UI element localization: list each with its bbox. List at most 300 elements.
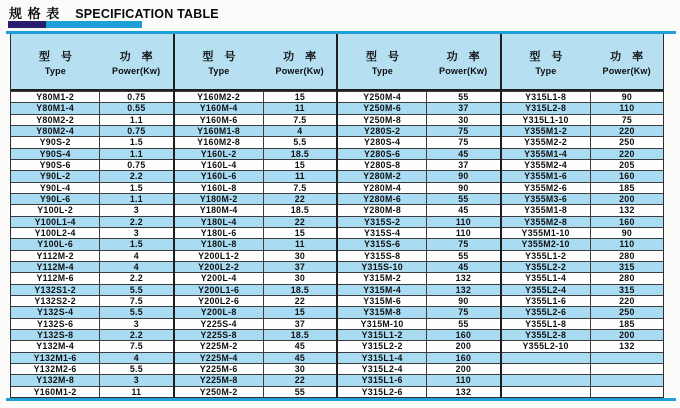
type-cell: Y200L-4 xyxy=(175,273,264,283)
table-row xyxy=(502,250,664,261)
power-header xyxy=(100,34,173,89)
type-cell: Y280M-8 xyxy=(338,205,427,215)
table-row xyxy=(175,352,337,363)
type-cell: Y355L1-4 xyxy=(502,273,591,283)
table-row xyxy=(175,272,337,283)
power-cell: 18.5 xyxy=(290,330,310,341)
power-cell: 220 xyxy=(619,296,635,307)
power-cell: 75 xyxy=(458,307,469,318)
power-cell: 90 xyxy=(458,171,469,182)
table-row xyxy=(11,261,173,272)
power-cell: 37 xyxy=(458,160,469,171)
table-row xyxy=(502,374,664,385)
table-row xyxy=(11,238,173,249)
type-cell: Y225S-4 xyxy=(175,319,264,329)
type-cell: Y355M2-2 xyxy=(502,137,591,147)
power-cell: 220 xyxy=(619,148,635,159)
table-row xyxy=(175,374,337,385)
power-cell: 1.1 xyxy=(129,114,143,125)
table-row xyxy=(11,159,173,170)
title-bar-navy-segment xyxy=(8,21,46,28)
power-cell: 110 xyxy=(619,103,635,114)
power-cell: 15 xyxy=(294,307,306,318)
table-row xyxy=(338,227,500,238)
type-cell: Y355L2-6 xyxy=(502,307,591,317)
power-cell: 22 xyxy=(294,194,306,205)
table-row xyxy=(338,374,500,385)
type-cell: Y90L-2 xyxy=(11,171,100,181)
table-row xyxy=(338,204,500,215)
table-row xyxy=(502,238,664,249)
table-bottom-border xyxy=(6,398,676,401)
type-cell: Y200L2-2 xyxy=(175,262,264,272)
power-cell: 2.2 xyxy=(129,273,143,284)
power-cell: 15 xyxy=(294,228,306,239)
power-cell: 22 xyxy=(294,296,306,307)
type-cell: Y90S-6 xyxy=(11,160,100,170)
power-header-english: Power(Kw) xyxy=(602,65,651,76)
table-row xyxy=(338,340,500,351)
power-cell: 55 xyxy=(458,194,469,205)
table-row xyxy=(11,182,173,193)
type-cell: Y280S-4 xyxy=(338,137,427,147)
power-cell: 315 xyxy=(619,284,635,295)
table-row xyxy=(338,318,500,329)
table-row xyxy=(502,295,664,306)
type-cell xyxy=(502,375,591,385)
power-header-chinese: 功 率 xyxy=(446,50,480,63)
type-cell: Y180L-6 xyxy=(175,228,264,238)
group-body xyxy=(338,91,500,398)
type-cell: Y180L-8 xyxy=(175,239,264,249)
type-cell: Y180M-4 xyxy=(175,205,264,215)
spec-group xyxy=(338,34,502,398)
type-cell: Y160M1-2 xyxy=(11,387,100,397)
table-row xyxy=(338,91,500,102)
type-cell: Y315S-4 xyxy=(338,228,427,238)
table-row xyxy=(175,204,337,215)
type-cell: Y315L1-10 xyxy=(502,115,591,125)
power-header xyxy=(590,34,663,89)
type-cell: Y280S-2 xyxy=(338,126,427,136)
table-row xyxy=(502,363,664,374)
table-row xyxy=(11,329,173,340)
type-cell: Y315L2-6 xyxy=(338,387,427,397)
power-header-chinese: 功 率 xyxy=(283,50,317,63)
power-cell: 15 xyxy=(294,92,306,103)
power-cell: 18.5 xyxy=(290,148,310,159)
title-underline-bar xyxy=(8,21,142,28)
group-header xyxy=(502,34,664,91)
table-row xyxy=(338,284,500,295)
type-cell: Y355L2-2 xyxy=(502,262,591,272)
power-cell: 37 xyxy=(294,318,306,329)
table-row xyxy=(11,363,173,374)
power-cell: 1.5 xyxy=(129,239,143,250)
power-cell: 110 xyxy=(455,216,471,227)
power-cell: 205 xyxy=(619,160,635,171)
type-cell: Y160M-4 xyxy=(175,103,264,113)
power-cell: 4 xyxy=(133,352,139,363)
table-row xyxy=(175,136,337,147)
type-cell: Y280M-6 xyxy=(338,194,427,204)
group-header xyxy=(175,34,337,91)
type-cell: Y250M-4 xyxy=(338,92,427,102)
type-cell: Y225M-2 xyxy=(175,341,264,351)
power-cell: 45 xyxy=(458,205,469,216)
power-cell: 4 xyxy=(297,126,303,137)
type-cell: Y200L1-6 xyxy=(175,285,264,295)
type-cell: Y315M-8 xyxy=(338,307,427,317)
type-cell: Y160L-2 xyxy=(175,149,264,159)
table-row xyxy=(11,318,173,329)
table-row xyxy=(175,159,337,170)
table-row xyxy=(11,374,173,385)
power-cell: 110 xyxy=(455,375,471,386)
type-cell: Y315M-6 xyxy=(338,296,427,306)
power-cell: 5.5 xyxy=(129,284,143,295)
power-cell: 18.5 xyxy=(290,205,310,216)
power-cell: 90 xyxy=(621,92,633,103)
table-row xyxy=(175,306,337,317)
table-row xyxy=(11,102,173,113)
table-row xyxy=(502,204,664,215)
group-body xyxy=(175,91,337,398)
power-cell: 160 xyxy=(619,171,635,182)
type-cell: Y100L-2 xyxy=(11,205,100,215)
power-cell: 132 xyxy=(455,386,472,397)
table-row xyxy=(11,148,173,159)
power-cell: 110 xyxy=(619,239,635,250)
power-cell: 160 xyxy=(619,216,635,227)
power-cell: 3 xyxy=(133,205,139,216)
table-row xyxy=(175,102,337,113)
table-row xyxy=(11,284,173,295)
spec-group xyxy=(502,34,664,398)
page-title-chinese: 规 格 表 xyxy=(9,6,61,21)
type-cell xyxy=(502,364,591,374)
power-cell: 55 xyxy=(458,92,469,103)
type-header xyxy=(502,34,591,89)
table-row xyxy=(502,170,664,181)
table-row xyxy=(175,91,337,102)
type-cell: Y355M1-2 xyxy=(502,126,591,136)
table-row xyxy=(175,216,337,227)
table-row xyxy=(502,329,664,340)
type-cell: Y355L1-6 xyxy=(502,296,591,306)
table-row xyxy=(11,125,173,136)
type-cell: Y280M-2 xyxy=(338,171,427,181)
power-cell: 3 xyxy=(133,375,139,386)
power-cell: 185 xyxy=(619,318,635,329)
power-cell: 200 xyxy=(619,194,635,205)
type-cell: Y355M1-10 xyxy=(502,228,591,238)
specification-table xyxy=(6,31,676,401)
type-header-chinese: 型 号 xyxy=(529,50,563,63)
power-cell xyxy=(591,364,663,374)
type-cell: Y200L-8 xyxy=(175,307,264,317)
type-cell: Y355M1-4 xyxy=(502,149,591,159)
power-cell: 11 xyxy=(294,239,305,250)
type-cell: Y80M2-2 xyxy=(11,115,100,125)
page-title-english: SPECIFICATION TABLE xyxy=(75,7,219,21)
type-cell: Y355M2-10 xyxy=(502,239,591,249)
type-cell: Y132S2-2 xyxy=(11,296,100,306)
table-row xyxy=(502,272,664,283)
table-row xyxy=(338,238,500,249)
group-body xyxy=(11,91,173,398)
power-cell: 250 xyxy=(619,307,635,318)
group-body xyxy=(502,91,664,398)
table-row xyxy=(338,159,500,170)
power-cell: 200 xyxy=(455,364,472,375)
power-cell: 37 xyxy=(458,103,469,114)
type-cell: Y315S-8 xyxy=(338,251,427,261)
type-cell: Y225M-4 xyxy=(175,353,264,363)
type-cell: Y160L-4 xyxy=(175,160,264,170)
type-cell: Y132M2-6 xyxy=(11,364,100,374)
power-cell: 4 xyxy=(133,250,139,261)
power-cell: 1.1 xyxy=(129,148,143,159)
power-cell: 11 xyxy=(294,103,305,114)
power-cell: 132 xyxy=(619,341,635,352)
type-cell: Y90L-6 xyxy=(11,194,100,204)
power-cell: 55 xyxy=(294,386,306,397)
table-row xyxy=(175,250,337,261)
table-row xyxy=(502,352,664,363)
table-row xyxy=(502,125,664,136)
power-cell: 75 xyxy=(458,239,469,250)
table-row xyxy=(175,193,337,204)
table-row xyxy=(502,318,664,329)
table-row xyxy=(11,352,173,363)
power-header xyxy=(427,34,500,89)
type-cell: Y315L1-8 xyxy=(502,92,591,102)
spec-group xyxy=(175,34,339,398)
power-cell: 11 xyxy=(131,386,142,397)
table-row xyxy=(338,306,500,317)
type-header-chinese: 型 号 xyxy=(365,50,399,63)
power-cell: 200 xyxy=(619,330,635,341)
power-cell: 160 xyxy=(455,330,472,341)
table-row xyxy=(175,386,337,397)
type-cell: Y100L-6 xyxy=(11,239,100,249)
power-cell: 45 xyxy=(294,352,306,363)
type-cell: Y160M2-8 xyxy=(175,137,264,147)
type-cell: Y160M1-8 xyxy=(175,126,264,136)
type-cell: Y225M-8 xyxy=(175,375,264,385)
type-cell: Y355L1-2 xyxy=(502,251,591,261)
type-header-english: Type xyxy=(535,65,557,76)
type-cell: Y315L2-2 xyxy=(338,341,427,351)
power-cell: 75 xyxy=(621,114,633,125)
type-cell: Y315S-10 xyxy=(338,262,427,272)
table-row xyxy=(11,340,173,351)
power-cell: 2.2 xyxy=(129,171,143,182)
table-row xyxy=(502,148,664,159)
power-cell: 1.5 xyxy=(129,182,143,193)
table-row xyxy=(175,170,337,181)
power-cell: 45 xyxy=(458,262,469,273)
type-header xyxy=(11,34,100,89)
type-cell: Y250M-2 xyxy=(175,387,264,397)
table-groups xyxy=(10,34,664,398)
type-cell: Y132M-4 xyxy=(11,341,100,351)
type-cell: Y80M2-4 xyxy=(11,126,100,136)
table-row xyxy=(338,125,500,136)
power-header-english: Power(Kw) xyxy=(112,65,161,76)
power-cell: 75 xyxy=(458,126,469,137)
type-cell: Y315L2-8 xyxy=(502,103,591,113)
power-cell: 90 xyxy=(621,228,633,239)
table-row xyxy=(11,216,173,227)
spec-group xyxy=(11,34,175,398)
power-cell: 1.1 xyxy=(129,194,143,205)
table-row xyxy=(338,261,500,272)
power-cell: 55 xyxy=(458,250,469,261)
table-row xyxy=(338,363,500,374)
type-header-english: Type xyxy=(371,65,393,76)
type-cell: Y100L2-4 xyxy=(11,228,100,238)
type-cell: Y315S-6 xyxy=(338,239,427,249)
power-cell: 45 xyxy=(294,341,306,352)
title-bar-blue-segment xyxy=(46,21,142,28)
power-cell: 160 xyxy=(455,352,472,363)
power-cell: 22 xyxy=(294,375,306,386)
table-row xyxy=(11,136,173,147)
type-cell: Y200L1-2 xyxy=(175,251,264,261)
type-header-chinese: 型 号 xyxy=(202,50,236,63)
type-cell: Y132S-8 xyxy=(11,330,100,340)
type-cell: Y225M-6 xyxy=(175,364,264,374)
type-cell: Y160L-8 xyxy=(175,183,264,193)
power-cell: 90 xyxy=(458,296,469,307)
table-row xyxy=(338,114,500,125)
table-row xyxy=(175,125,337,136)
type-cell: Y180L-4 xyxy=(175,217,264,227)
table-row xyxy=(338,329,500,340)
power-cell: 3 xyxy=(133,318,139,329)
type-cell: Y250M-6 xyxy=(338,103,427,113)
type-cell: Y132S1-2 xyxy=(11,285,100,295)
type-cell: Y315M-4 xyxy=(338,285,427,295)
table-row xyxy=(338,216,500,227)
table-row xyxy=(502,306,664,317)
power-cell: 90 xyxy=(458,182,469,193)
power-cell: 132 xyxy=(455,284,472,295)
type-cell: Y315L1-2 xyxy=(338,330,427,340)
power-cell: 45 xyxy=(458,148,469,159)
power-header xyxy=(263,34,336,89)
type-cell: Y200L2-6 xyxy=(175,296,264,306)
table-row xyxy=(338,136,500,147)
table-row xyxy=(502,114,664,125)
type-cell: Y355M2-4 xyxy=(502,160,591,170)
table-row xyxy=(11,306,173,317)
power-cell: 30 xyxy=(294,250,306,261)
table-row xyxy=(502,216,664,227)
type-cell: Y132M1-6 xyxy=(11,353,100,363)
table-row xyxy=(11,386,173,397)
power-cell: 15 xyxy=(294,160,306,171)
table-row xyxy=(338,352,500,363)
type-cell: Y132M-8 xyxy=(11,375,100,385)
table-row xyxy=(502,340,664,351)
type-cell: Y355L2-4 xyxy=(502,285,591,295)
type-cell: Y355L2-10 xyxy=(502,341,591,351)
type-cell: Y80M1-4 xyxy=(11,103,100,113)
type-cell: Y132S-6 xyxy=(11,319,100,329)
table-row xyxy=(175,340,337,351)
type-cell: Y315L1-4 xyxy=(338,353,427,363)
power-cell: 2.2 xyxy=(129,216,143,227)
table-row xyxy=(502,284,664,295)
power-cell: 5.5 xyxy=(129,307,143,318)
power-cell: 2.2 xyxy=(129,330,143,341)
table-row xyxy=(338,102,500,113)
type-cell: Y112M-4 xyxy=(11,262,100,272)
power-cell: 30 xyxy=(294,364,306,375)
table-row xyxy=(502,227,664,238)
table-row xyxy=(11,193,173,204)
table-row xyxy=(175,318,337,329)
table-row xyxy=(11,170,173,181)
power-cell: 280 xyxy=(619,273,635,284)
type-cell: Y355M3-6 xyxy=(502,194,591,204)
type-cell: Y355M2-6 xyxy=(502,183,591,193)
power-cell: 185 xyxy=(619,182,635,193)
table-row xyxy=(175,238,337,249)
type-header-english: Type xyxy=(44,65,66,76)
table-row xyxy=(502,91,664,102)
power-cell: 220 xyxy=(619,126,635,137)
table-row xyxy=(11,114,173,125)
power-cell: 200 xyxy=(455,341,472,352)
power-cell: 37 xyxy=(294,262,306,273)
table-row xyxy=(502,136,664,147)
power-cell: 315 xyxy=(619,262,635,273)
type-cell: Y160M2-2 xyxy=(175,92,264,102)
type-cell: Y100L1-4 xyxy=(11,217,100,227)
power-cell: 280 xyxy=(619,250,635,261)
power-header-chinese: 功 率 xyxy=(119,50,153,63)
power-cell xyxy=(591,375,663,385)
table-row xyxy=(338,295,500,306)
power-cell: 7.5 xyxy=(129,296,143,307)
power-cell: 0.75 xyxy=(127,160,146,171)
type-cell: Y355L2-8 xyxy=(502,330,591,340)
table-row xyxy=(175,114,337,125)
group-header xyxy=(11,34,173,91)
type-cell: Y132S-4 xyxy=(11,307,100,317)
table-row xyxy=(338,386,500,397)
table-row xyxy=(11,91,173,102)
power-cell: 7.5 xyxy=(293,182,307,193)
table-row xyxy=(175,284,337,295)
table-row xyxy=(338,148,500,159)
table-row xyxy=(175,295,337,306)
type-cell: Y315M-10 xyxy=(338,319,427,329)
type-cell: Y90S-2 xyxy=(11,137,100,147)
group-header xyxy=(338,34,500,91)
table-row xyxy=(175,227,337,238)
table-row xyxy=(175,261,337,272)
power-cell: 18.5 xyxy=(290,284,310,295)
type-cell xyxy=(502,353,591,363)
table-row xyxy=(11,204,173,215)
power-cell: 0.55 xyxy=(127,103,146,114)
power-cell: 1.5 xyxy=(129,137,143,148)
